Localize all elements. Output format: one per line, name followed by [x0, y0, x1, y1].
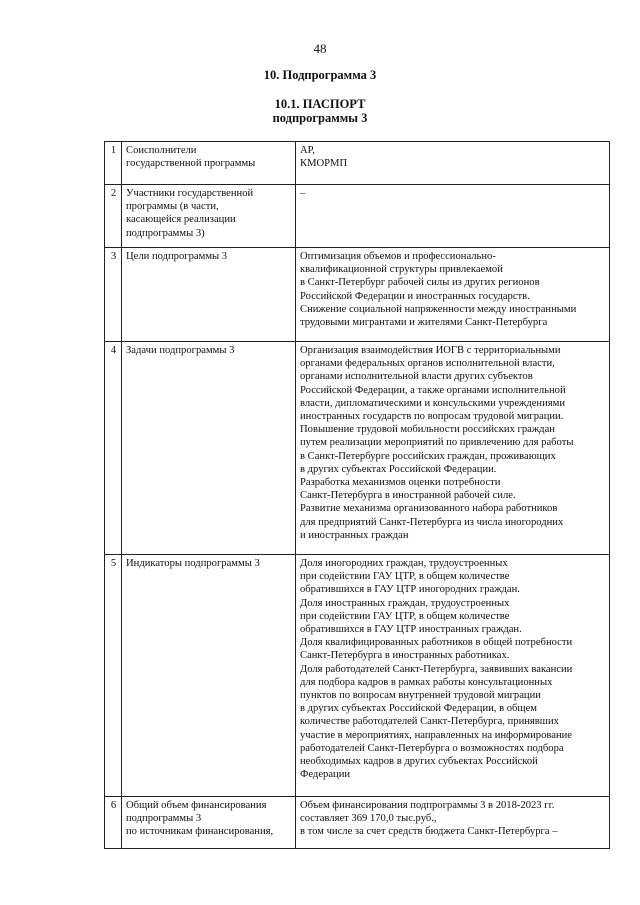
row-number: 6: [105, 797, 122, 849]
table-row: [105, 142, 610, 185]
passport-table: [104, 141, 610, 849]
row-value: Доля иногородних граждан, трудоустроенных при содействии ГАУ ЦТР, в общем количестве обратившихся в ГАУ ЦТР иногородних граждан. Доля иностранных граждан, трудоустроенных при содействии ГАУ ЦТР, в общем количестве обратившихся в ГАУ ЦТР иностранных граждан. Доля квалифицированных работников в общей потребности Санкт-Петербурга в иностранных работниках. Доля работодателей Санкт-Петербурга, заявивших вакансии для подбора кадров в рамках работы консультационных пунктов по вопросам внутренней трудовой миграции в других субъектах Российской Федерации, в общем количестве работодателей Санкт-Петербурга, принявших участие в мероприятиях, направленных на информирование работодателей Санкт-Петербурга о возможностях подбора необходимых кадров в других субъектах Российской Федерации: [296, 555, 610, 797]
row-number: 3: [105, 248, 122, 342]
row-label: Соисполнители государственной программы: [122, 142, 296, 185]
row-number: 4: [105, 342, 122, 555]
page-number: 48: [313, 41, 327, 56]
table-row: [105, 342, 610, 555]
row-value: Объем финансирования подпрограммы 3 в 2018-2023 гг. составляет 369 170,0 тыс.руб., в том числе за счет средств бюджета Санкт-Петербурга –: [296, 797, 610, 849]
row-value: Организация взаимодействия ИОГВ с территориальными органами федеральных органов исполнительной власти, органами исполнительной власти других субъектов Российской Федерации, а также органами исполнительной власти, дипломатическими и консульскими учреждениями иностранных государств по вопросам трудовой миграции. Повышение трудовой мобильности российских граждан путем реализации мероприятий по привлечению для работы в Санкт-Петербурге российских граждан, проживающих в других субъектах Российской Федерации. Разработка механизмов оценки потребности Санкт-Петербурга в иностранной рабочей силе. Развитие механизма организованного набора работников для предприятий Санкт-Петербурга из числа иногородних и иностранных граждан: [296, 342, 610, 555]
row-number: 2: [105, 185, 122, 248]
passport-subtitle: подпрограммы 3: [272, 111, 368, 125]
section-heading: 10. Подпрограмма 3: [263, 68, 377, 82]
row-label: Общий объем финансирования подпрограммы 3 по источникам финансирования,: [122, 797, 296, 849]
table-row: [105, 555, 610, 797]
row-value: –: [296, 185, 610, 248]
row-value: АР, КМОРМП: [296, 142, 610, 185]
row-label: Участники государственной программы (в части, касающейся реализации подпрограммы 3): [122, 185, 296, 248]
table-row: [105, 248, 610, 342]
row-value: Оптимизация объемов и профессионально- квалификационной структуры привлекаемой в Санкт-Петербург рабочей силы из других регионов Российской Федерации и иностранных государств. Снижение социальной напряженности между иностранными трудовыми мигрантами и жителями Санкт-Петербурга: [296, 248, 610, 342]
passport-title: 10.1. ПАСПОРТ: [274, 97, 366, 111]
row-label: Индикаторы подпрограммы 3: [122, 555, 296, 797]
table-row: [105, 185, 610, 248]
table-row: [105, 797, 610, 849]
passport-heading: [0, 97, 640, 125]
row-label: Цели подпрограммы 3: [122, 248, 296, 342]
row-number: 5: [105, 555, 122, 797]
row-label: Задачи подпрограммы 3: [122, 342, 296, 555]
row-number: 1: [105, 142, 122, 185]
